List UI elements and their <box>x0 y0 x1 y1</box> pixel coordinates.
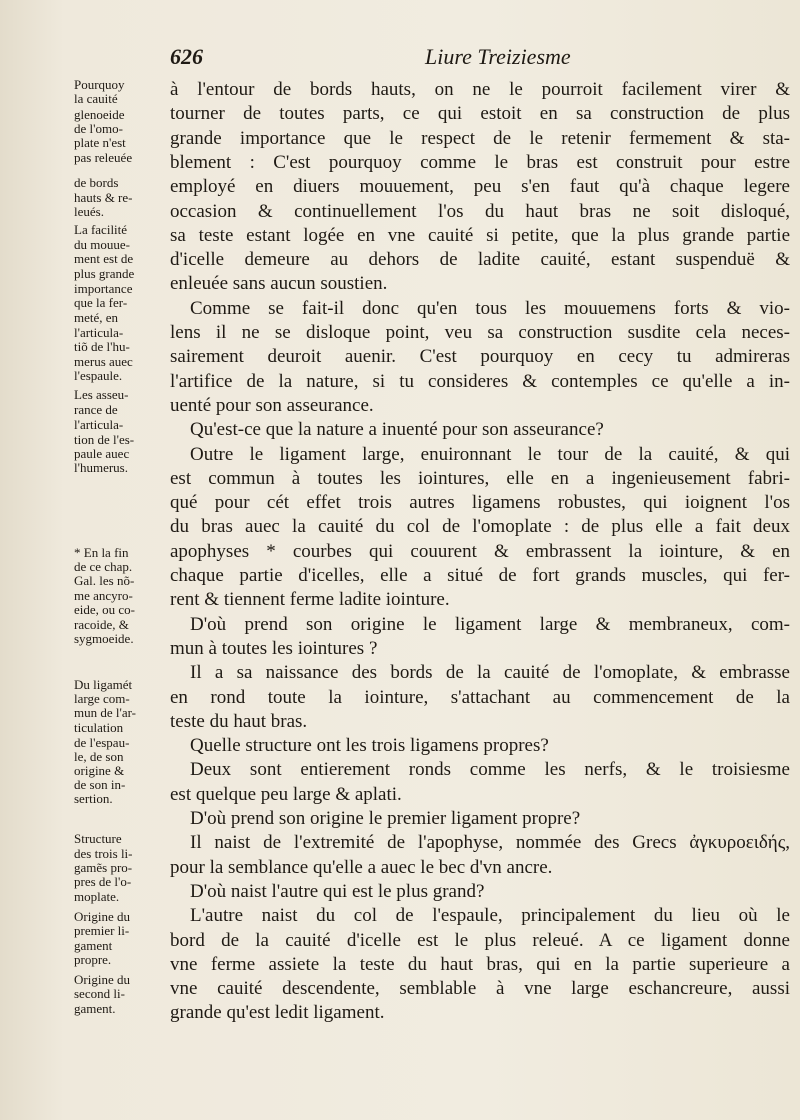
body-line: Deux sont entierement ronds comme les nerfs, & le troisiesme <box>190 759 790 781</box>
body-line: est quelque peu large & aplati. <box>170 783 402 805</box>
margin-note-line: Gal. les nõ- <box>74 573 135 588</box>
margin-note-line: gamẽs pro- <box>74 860 133 875</box>
margin-note-line: l'articula- <box>74 325 124 340</box>
running-title: Liure Treiziesme <box>425 44 571 69</box>
body-line: teste du haut bras. <box>170 710 308 732</box>
body-line: sairement deuroit auenir. C'est pourquoy en cecy tu admireras <box>170 346 790 368</box>
margin-note-line: de bords <box>74 175 119 190</box>
body-line: rent & tiennent ferme ladite iointure. <box>170 589 450 611</box>
margin-note-line: le, de son <box>74 749 124 764</box>
margin-note-line: Structure <box>74 831 122 846</box>
body-line: D'où prend son origine le ligament large & membraneux, com- <box>190 613 790 635</box>
margin-note-line: paule auec <box>74 446 130 461</box>
body-line: l'artifice de la nature, si tu consideres & contemples ce qu'elle a in- <box>170 370 790 392</box>
margin-note-line: pres de l'o- <box>74 874 132 889</box>
margin-note-line: de l'espau- <box>74 735 130 750</box>
margin-note-line: du mouue- <box>74 237 130 252</box>
body-line: D'où naist l'autre qui est le plus grand? <box>190 880 485 902</box>
body-line: à l'entour de bords hauts, on ne le pourroit facilement virer & <box>170 79 790 100</box>
margin-note-line: propre. <box>74 952 112 967</box>
margin-note-line: gament <box>74 938 113 953</box>
margin-note-line: l'humerus. <box>74 460 128 475</box>
margin-note-line: pas releuée <box>74 150 133 165</box>
margin-note-line: de son in- <box>74 777 126 792</box>
margin-note-line: tion de l'es- <box>74 432 135 447</box>
body-line: grande qu'est ledit ligament. <box>170 1002 385 1024</box>
body-line: est commun à toutes les iointures, elle en a ingenieusement fabri- <box>170 467 790 489</box>
body-line: employé en diuers mouuement, peu s'en faut qu'à chaque legere <box>170 176 790 198</box>
body-line: lens il ne se disloque point, veu sa construction susdite cela neces- <box>170 322 790 343</box>
body-line: d'icelle demeure au dehors de ladite cauité, estant suspenduë & <box>170 249 790 271</box>
body-line: Il a sa naissance des bords de la cauité de l'omoplate, & embrasse <box>190 662 790 684</box>
body-line: Comme se fait-il donc qu'en tous les mouuemens forts & vio- <box>190 297 790 319</box>
body-line: L'autre naist du col de l'espaule, principalement du lieu où le <box>190 905 790 927</box>
body-line: blement : C'est pourquoy comme le bras est construit pour estre <box>170 151 790 173</box>
margin-note-line: me ancyro- <box>74 588 133 603</box>
margin-note-line: leués. <box>74 204 104 219</box>
body-line: Qu'est-ce que la nature a inuenté pour son asseurance? <box>190 419 604 441</box>
body-line: uenté pour son asseurance. <box>170 394 374 416</box>
body-line: occasion & continuellement l'os du haut bras ne soit disloqué, <box>170 200 790 222</box>
body-line: tourner de toutes parts, ce qui estoit en sa construction de plus <box>170 103 790 125</box>
margin-note-line: premier li- <box>74 923 130 938</box>
margin-note-line: Les asseu- <box>74 387 129 402</box>
margin-note-line: glenoeide <box>74 107 125 122</box>
margin-note-line: Origine du <box>74 909 130 924</box>
body-line: du bras auec la cauité du col de l'omoplate : de plus elle a fait deux <box>170 516 790 538</box>
margin-note-line: hauts & re- <box>74 190 133 205</box>
margin-note-line: plus grande <box>74 266 135 281</box>
margin-note-line: Du ligamét <box>74 677 133 692</box>
margin-note-line: tiõ de l'hu- <box>74 339 130 354</box>
body-line: pour la semblance qu'elle a auec le bec d'vn ancre. <box>170 856 553 878</box>
body-line: qué pour cét effet trois autres ligamens robustes, qui ioignent l'os <box>170 492 790 514</box>
margin-note-line: de l'omo- <box>74 121 123 136</box>
margin-note-line: second li- <box>74 986 125 1001</box>
page-header <box>170 44 770 74</box>
margin-note-line: origine & <box>74 763 125 778</box>
body-line: Il naist de l'extremité de l'apophyse, nommée des Grecs ἀγκυροειδής, <box>190 832 790 854</box>
margin-note-line: importance <box>74 281 133 296</box>
margin-note-line: ticulation <box>74 720 124 735</box>
margin-note-line: Origine du <box>74 972 130 987</box>
body-line: enleuée sans aucun soustien. <box>170 273 388 295</box>
body-line: sa teste estant logée en vne cauité si petite, que la plus grande partie <box>170 224 790 246</box>
body-line: Outre le ligament large, enuironnant le tour de la cauité, & qui <box>190 443 790 465</box>
margin-note-line: de ce chap. <box>74 559 133 574</box>
margin-note-line: l'articula- <box>74 417 124 432</box>
margin-note-line: * En la fin <box>74 545 129 560</box>
body-line: bord de la cauité d'icelle est le plus releué. A ce ligament donne <box>170 929 790 951</box>
margin-note-line: sertion. <box>74 791 113 806</box>
margin-note-line: ment est de <box>74 251 134 266</box>
margin-note-line: Pourquoy <box>74 77 125 92</box>
margin-note-line: plate n'est <box>74 135 126 150</box>
body-line: vne ferme assiete la teste du haut bras, qui en la partie superieure a <box>170 953 790 975</box>
margin-note-line: l'espaule. <box>74 368 123 383</box>
body-line: chaque partie d'icelles, elle a situé de fort grands muscles, qui fer- <box>170 565 790 586</box>
margin-note-line: rance de <box>74 402 118 417</box>
body-line: en rond toute la iointure, s'attachant au commencement de la <box>170 686 790 708</box>
margin-note-line: des trois li- <box>74 846 133 861</box>
margin-note-line: que la fer- <box>74 295 128 310</box>
body-line: mun à toutes les iointures ? <box>170 637 378 659</box>
margin-note-line: merus auec <box>74 354 133 369</box>
margin-note-line: sygmoeide. <box>74 631 134 646</box>
margin-note-line: racoide, & <box>74 617 129 632</box>
body-line: apophyses * courbes qui couurent & embrassent la iointure, & en <box>170 540 790 562</box>
margin-note-line: moplate. <box>74 889 120 904</box>
page-number: 626 <box>170 44 203 69</box>
margin-note-line: La facilité <box>74 222 128 237</box>
margin-note-line: gament. <box>74 1001 116 1016</box>
margin-note-line: eide, ou co- <box>74 602 136 617</box>
body-line: vne cauité descendente, semblable à vne large eschancreure, aussi <box>170 978 790 1000</box>
margin-note-line: mun de l'ar- <box>74 705 137 720</box>
body-line: Quelle structure ont les trois ligamens propres? <box>190 735 549 757</box>
margin-note-line: large com- <box>74 691 130 706</box>
margin-note-line: la cauité <box>74 91 118 106</box>
body-line: grande importance que le respect de le retenir fermement & sta- <box>170 127 790 149</box>
body-line: D'où prend son origine le premier ligament propre? <box>190 808 581 829</box>
margin-note-line: meté, en <box>74 310 119 325</box>
